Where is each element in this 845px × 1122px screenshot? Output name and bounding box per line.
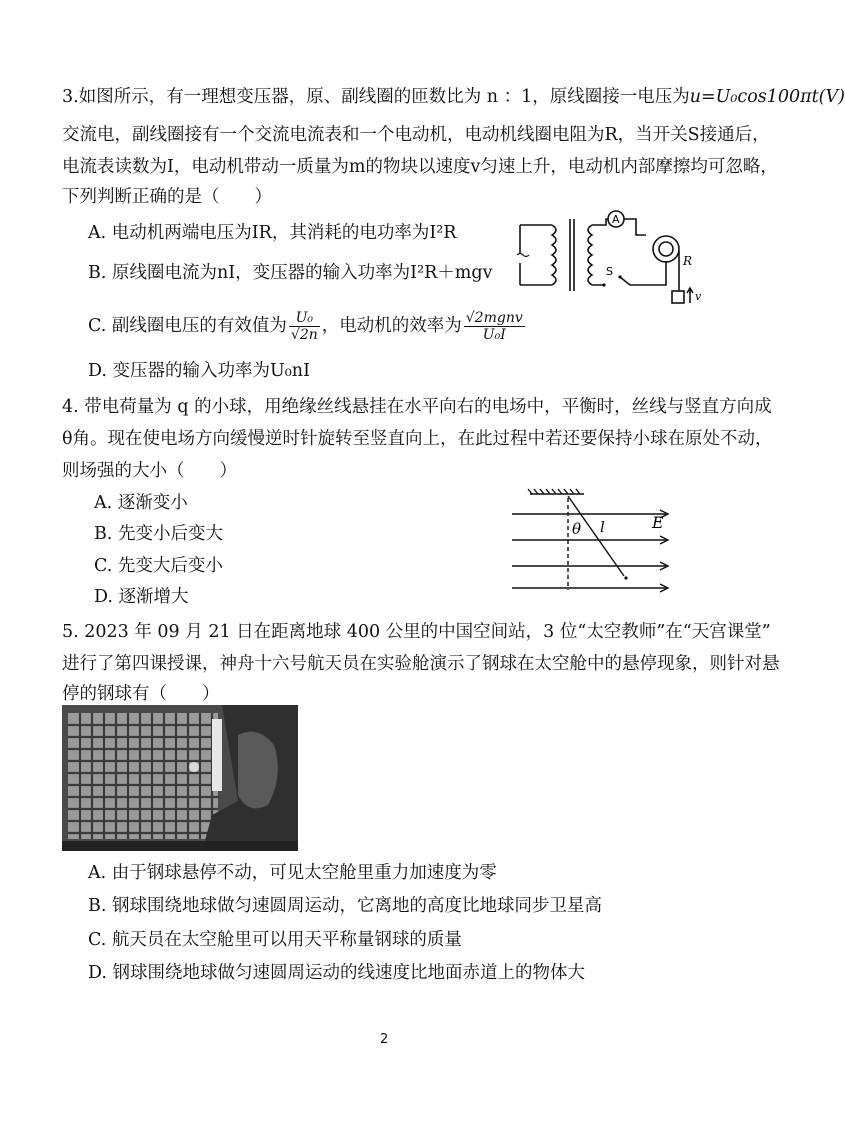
electric-field-diagram bbox=[508, 488, 678, 592]
frac1-denominator: √2n bbox=[290, 327, 318, 343]
q3-option-d[interactable]: D. 变压器的输入功率为U₀nI bbox=[88, 361, 310, 381]
q3-option-c-text2: ，电动机的效率为 bbox=[321, 316, 462, 336]
field-label: E bbox=[652, 513, 664, 532]
q3-option-b[interactable]: B. 原线圈电流为nI，变压器的输入功率为I²R＋mgv bbox=[88, 263, 493, 283]
q3-stem-line4: 下列判断正确的是（ ） bbox=[62, 187, 272, 207]
frac2-denominator: U₀I bbox=[482, 327, 506, 343]
space-station-photo bbox=[62, 705, 298, 851]
q4-option-c[interactable]: C. 先变大后变小 bbox=[94, 556, 223, 576]
q5-option-d[interactable]: D. 钢球围绕地球做匀速圆周运动的线速度比地面赤道上的物体大 bbox=[88, 963, 586, 983]
q4-option-b[interactable]: B. 先变小后变大 bbox=[94, 524, 223, 544]
q3-option-c[interactable] bbox=[88, 306, 527, 346]
q5-stem-line3: 停的钢球有（ ） bbox=[62, 684, 220, 704]
q3-option-c-frac1 bbox=[289, 310, 320, 343]
q4-stem-line2: θ角。现在使电场方向缓慢逆时针旋转至竖直向上，在此过程中若还要保持小球在原处不动， bbox=[62, 429, 773, 449]
q5-option-c[interactable]: C. 航天员在太空舱里可以用天平称量钢球的质量 bbox=[88, 930, 462, 950]
q4-stem-line3: 则场强的大小（ ） bbox=[62, 461, 237, 481]
theta-label: θ bbox=[572, 520, 582, 538]
q5-option-a[interactable]: A. 由于钢球悬停不动，可见太空舱里重力加速度为零 bbox=[88, 863, 497, 883]
frac1-numerator: U₀ bbox=[289, 310, 320, 327]
switch-label: S bbox=[606, 265, 613, 278]
q3-stem-line1 bbox=[62, 86, 845, 108]
q3-line1-text: 3.如图所示，有一理想变压器，原、副线圈的匝数比为 n ：1，原线圈接一电压为 bbox=[62, 87, 690, 107]
q4-option-a[interactable]: A. 逐渐变小 bbox=[94, 493, 188, 513]
q5-stem-line2: 进行了第四课授课，神舟十六号航天员在实验舱演示了钢球在太空舱中的悬停现象，则针对悬 bbox=[62, 654, 780, 674]
resistance-label: R bbox=[683, 254, 693, 268]
q3-option-c-text1: C. 副线圈电压的有效值为 bbox=[88, 316, 287, 336]
thread-label: l bbox=[600, 518, 605, 536]
q3-formula: u=U₀cos100πt(V) bbox=[689, 87, 845, 107]
page-number: 2 bbox=[380, 1032, 389, 1047]
q5-option-b[interactable]: B. 钢球围绕地球做匀速圆周运动，它离地的高度比地球同步卫星高 bbox=[88, 896, 602, 916]
photo-graphic bbox=[62, 705, 298, 851]
ammeter-label: A bbox=[612, 213, 620, 226]
q4-stem-line1: 4. 带电荷量为 q 的小球，用绝缘丝线悬挂在水平向右的电场中，平衡时，丝线与竖直方向成 bbox=[62, 397, 772, 417]
q3-stem-line2: 交流电，副线圈接有一个交流电流表和一个电动机，电动机线圈电阻为R，当开关S接通后， bbox=[62, 125, 770, 145]
q5-stem-line1: 5. 2023 年 09 月 21 日在距离地球 400 公里的中国空间站，3 位“太空教师”在“天宫课堂” bbox=[62, 622, 771, 642]
q4-option-d[interactable]: D. 逐渐增大 bbox=[94, 587, 189, 607]
transformer-motor-diagram bbox=[508, 205, 718, 315]
frac2-numerator: √2mgnv bbox=[465, 310, 523, 326]
q3-stem-line3: 电流表读数为I，电动机带动一质量为m的物块以速度v匀速上升，电动机内部摩擦均可忽略， bbox=[62, 157, 778, 177]
velocity-label: v bbox=[695, 290, 702, 303]
q3-option-a[interactable]: A. 电动机两端电压为IR，其消耗的电功率为I²R bbox=[88, 223, 457, 243]
